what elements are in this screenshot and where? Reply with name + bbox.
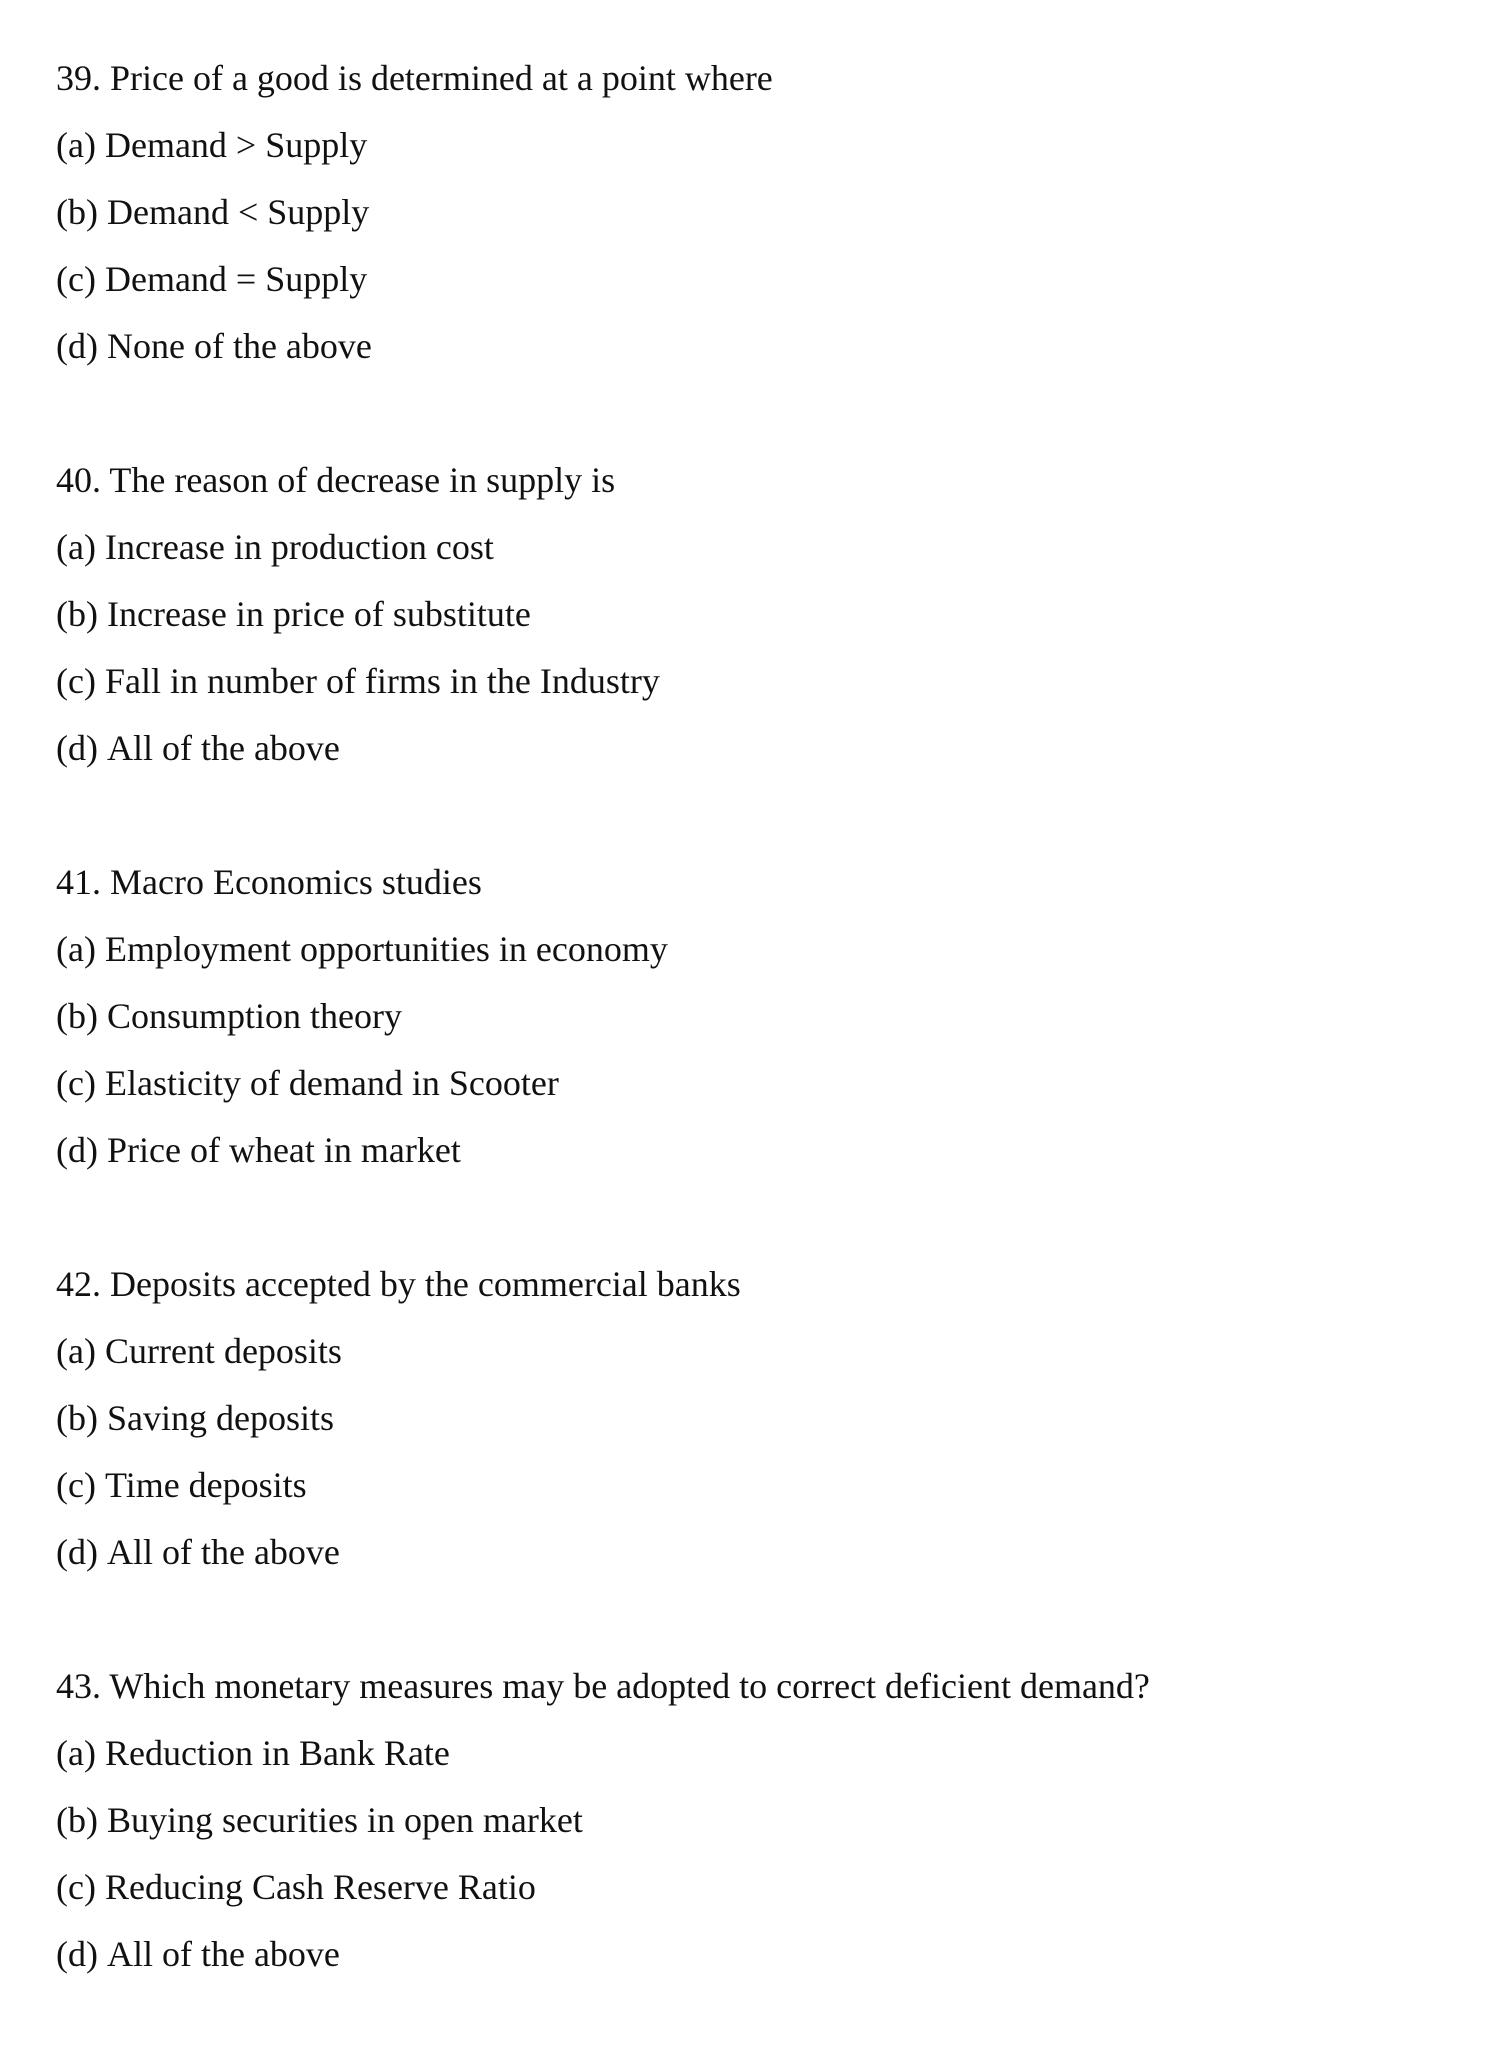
option-a: [56, 1720, 1505, 1787]
option-a: [56, 1318, 1505, 1385]
question-stem: [56, 1653, 1505, 1720]
option-label: (b): [56, 594, 98, 634]
option-b: [56, 581, 1505, 648]
option-label: (a): [56, 125, 96, 165]
option-label: (d): [56, 728, 98, 768]
question-40: [56, 447, 1505, 782]
option-label: (d): [56, 326, 98, 366]
option-text: Demand < Supply: [106, 192, 370, 232]
option-c: [56, 1854, 1505, 1921]
option-b: [56, 179, 1505, 246]
option-text: All of the above: [106, 1934, 340, 1974]
option-d: [56, 1117, 1505, 1184]
question-41: [56, 849, 1505, 1184]
option-label: (a): [56, 1733, 96, 1773]
option-label: (a): [56, 527, 96, 567]
option-label: (d): [56, 1934, 98, 1974]
option-c: [56, 648, 1505, 715]
option-label: (b): [56, 192, 98, 232]
question-stem: [56, 1251, 1505, 1318]
option-text: All of the above: [106, 728, 340, 768]
option-b: [56, 983, 1505, 1050]
option-a: [56, 112, 1505, 179]
question-number: 39.: [56, 58, 101, 98]
question-39: [56, 45, 1505, 380]
option-text: Consumption theory: [106, 996, 402, 1036]
option-c: [56, 246, 1505, 313]
question-text: The reason of decrease in supply is: [109, 460, 616, 500]
option-label: (b): [56, 1800, 98, 1840]
option-label: (c): [56, 1867, 96, 1907]
question-number: 43.: [56, 1666, 101, 1706]
option-text: Demand > Supply: [104, 125, 368, 165]
option-d: [56, 1519, 1505, 1586]
option-b: [56, 1787, 1505, 1854]
question-stem: [56, 45, 1505, 112]
question-number: 40.: [56, 460, 101, 500]
option-label: (b): [56, 1398, 98, 1438]
option-text: Buying securities in open market: [106, 1800, 583, 1840]
option-label: (c): [56, 1063, 96, 1103]
option-a: [56, 514, 1505, 581]
option-text: Reducing Cash Reserve Ratio: [104, 1867, 536, 1907]
question-43: [56, 1653, 1505, 1988]
option-label: (b): [56, 996, 98, 1036]
option-label: (a): [56, 1331, 96, 1371]
option-c: [56, 1050, 1505, 1117]
option-label: (c): [56, 661, 96, 701]
option-text: None of the above: [106, 326, 372, 366]
question-number: 42.: [56, 1264, 101, 1304]
option-text: Increase in price of substitute: [106, 594, 531, 634]
question-text: Which monetary measures may be adopted to correct deficient demand?: [109, 1666, 1150, 1706]
question-text: Price of a good is determined at a point where: [110, 58, 773, 98]
option-c: [56, 1452, 1505, 1519]
question-42: [56, 1251, 1505, 1586]
option-text: Saving deposits: [106, 1398, 334, 1438]
option-text: All of the above: [106, 1532, 340, 1572]
option-label: (d): [56, 1130, 98, 1170]
option-label: (d): [56, 1532, 98, 1572]
question-text: Macro Economics studies: [110, 862, 482, 902]
option-d: [56, 313, 1505, 380]
option-d: [56, 1921, 1505, 1988]
option-d: [56, 715, 1505, 782]
option-text: Time deposits: [104, 1465, 307, 1505]
option-text: Current deposits: [104, 1331, 342, 1371]
option-text: Demand = Supply: [104, 259, 368, 299]
option-text: Increase in production cost: [104, 527, 494, 567]
option-label: (a): [56, 929, 96, 969]
question-number: 41.: [56, 862, 101, 902]
option-text: Fall in number of firms in the Industry: [104, 661, 660, 701]
option-label: (c): [56, 1465, 96, 1505]
option-b: [56, 1385, 1505, 1452]
option-label: (c): [56, 259, 96, 299]
option-a: [56, 916, 1505, 983]
question-stem: [56, 447, 1505, 514]
mcq-document-page: [56, 45, 1505, 2055]
option-text: Price of wheat in market: [106, 1130, 461, 1170]
option-text: Reduction in Bank Rate: [104, 1733, 450, 1773]
question-text: Deposits accepted by the commercial banks: [110, 1264, 741, 1304]
option-text: Elasticity of demand in Scooter: [104, 1063, 559, 1103]
question-stem: [56, 849, 1505, 916]
option-text: Employment opportunities in economy: [104, 929, 668, 969]
